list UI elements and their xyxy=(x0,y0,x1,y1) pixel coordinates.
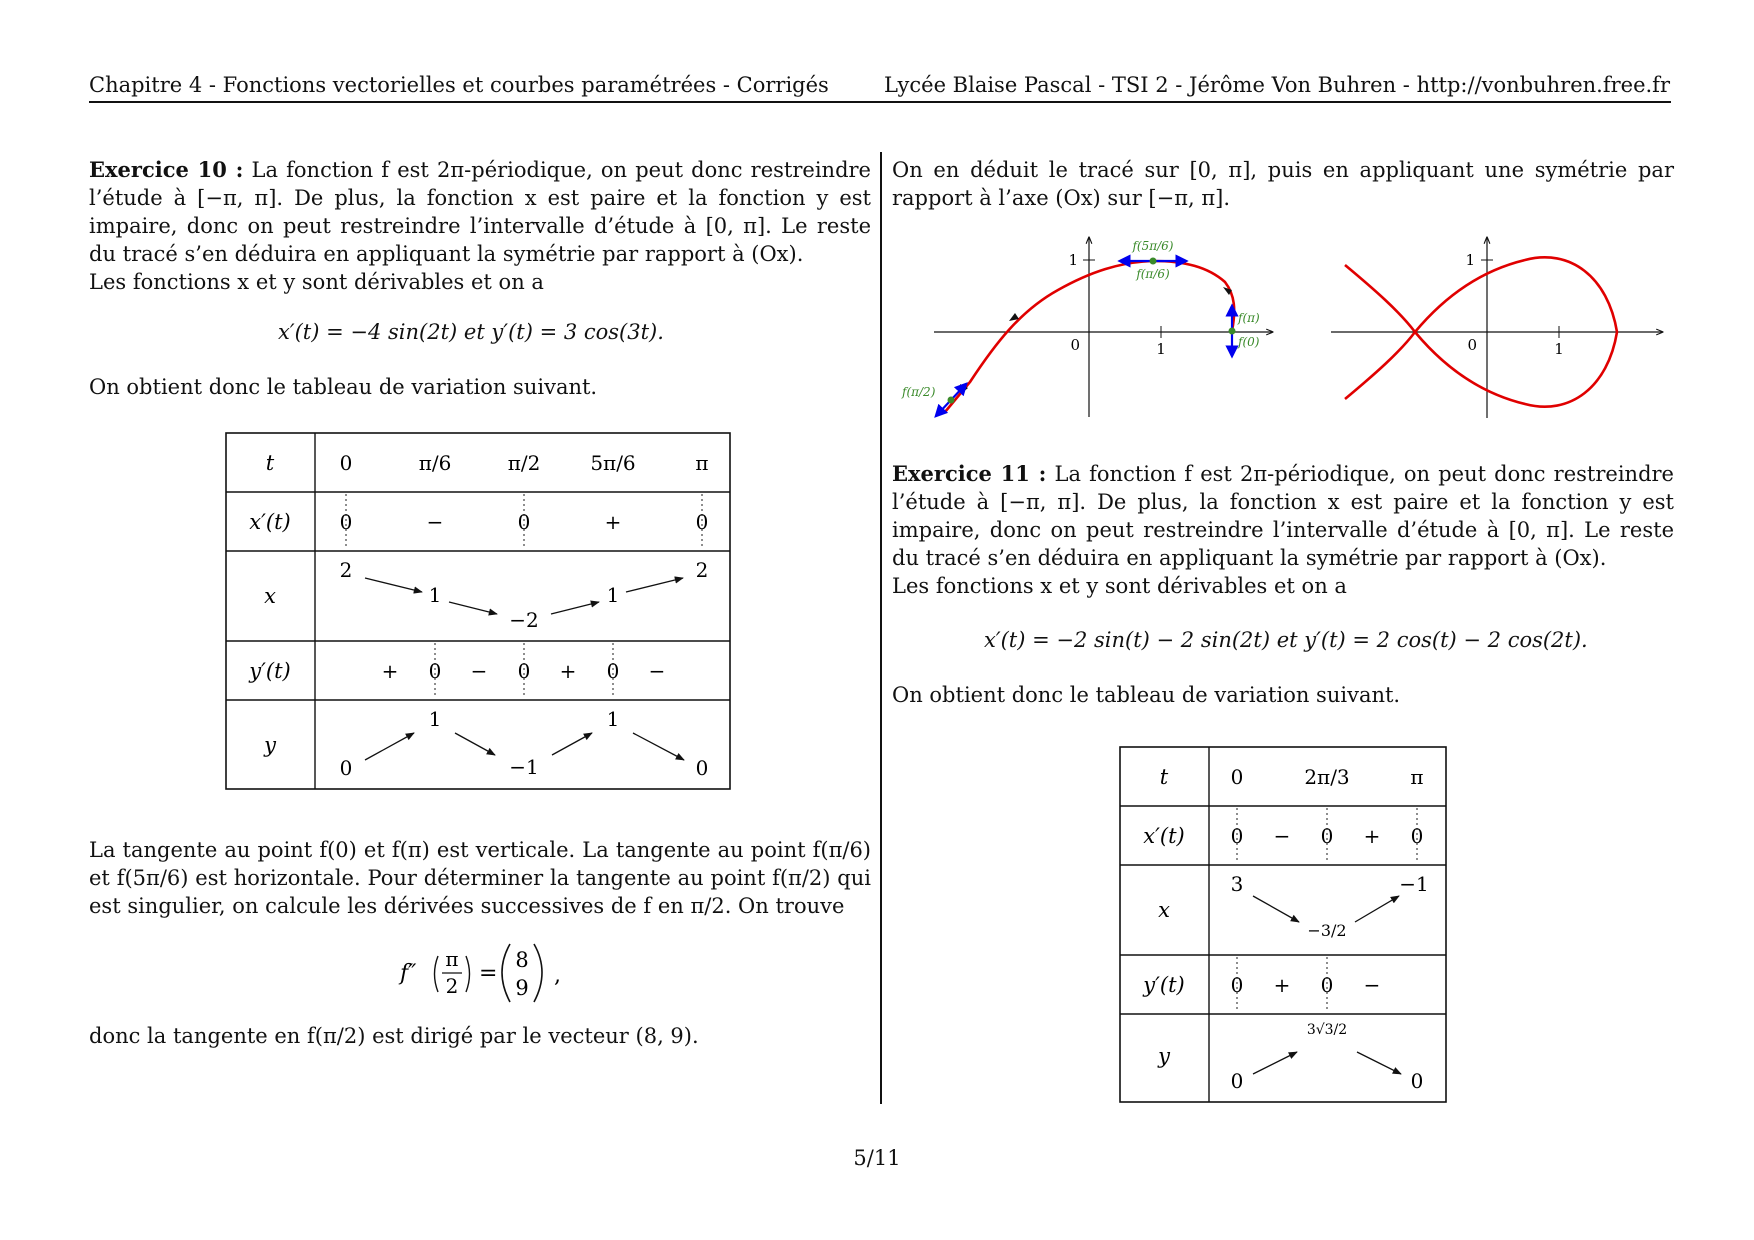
y-value: 1 xyxy=(606,707,620,731)
yprime-cell: + xyxy=(381,659,399,683)
y-value: 0 xyxy=(695,756,709,780)
tick-label: 1 xyxy=(1554,340,1564,358)
ex11-title: Exercice 11 : xyxy=(892,461,1047,486)
row-label-y: y xyxy=(1158,1044,1170,1068)
ex11-intro-text: La fonction f est 2π-périodique, on peut donc restreindre l’étude à [−π, π]. De plus, la fonction x est paire et la fonction y est impaire, donc on peut restreindre l’intervalle d’étude à [0, π]. Le reste du tracé s’en déduira en appliquant la symétrie par rapport à (Ox). xyxy=(892,462,1674,570)
x-value: −2 xyxy=(509,608,539,632)
y-value: 0 xyxy=(1230,1069,1244,1093)
xprime-cell: + xyxy=(1363,824,1381,848)
second-deriv-arg-num: π xyxy=(445,947,459,971)
comma: , xyxy=(554,963,561,988)
ex10-title: Exercice 10 : xyxy=(89,157,244,182)
xprime-cell: 0 xyxy=(1230,824,1244,848)
second-deriv-lhs: f″ xyxy=(400,961,417,986)
x-value: 1 xyxy=(606,583,620,607)
ex11-intro xyxy=(892,460,1674,572)
t-value: π/2 xyxy=(507,451,541,475)
ex11-deriv-line: Les fonctions x et y sont dérivables et on a xyxy=(892,574,1347,598)
ex10-table-intro: On obtient donc le tableau de variation suivant. xyxy=(89,375,598,399)
x-value: 2 xyxy=(695,558,709,582)
t-value: 2π/3 xyxy=(1304,765,1350,789)
ex10-tangent-text: La tangente au point f(0) et f(π) est verticale. La tangente au point f(π/6) et f(5π/6) est horizontale. Pour déterminer la tangente au point f(π/2) qui est singulier, on calcule les dérivées successives de f en π/2. On trouve xyxy=(89,838,871,918)
yprime-cell: 0 xyxy=(428,659,442,683)
yprime-cell: 0 xyxy=(1320,973,1334,997)
graph-curve-ex10 xyxy=(900,232,1280,432)
xprime-cell: 0 xyxy=(1320,824,1334,848)
ex11-table-intro: On obtient donc le tableau de variation suivant. xyxy=(892,683,1401,707)
yprime-cell: − xyxy=(470,659,488,683)
vector-component: 9 xyxy=(515,976,529,1000)
second-deriv-arg-den: 2 xyxy=(445,974,459,998)
vector-component: 8 xyxy=(515,948,529,972)
row-label-t: t xyxy=(1159,765,1169,789)
x-value: 1 xyxy=(428,583,442,607)
page-number: 5/11 xyxy=(853,1146,901,1170)
point-marker xyxy=(1150,258,1157,265)
t-value: 0 xyxy=(1230,765,1244,789)
xprime-cell: 0 xyxy=(695,510,709,534)
row-label-yprime: y′(t) xyxy=(249,659,291,683)
row-label-y: y xyxy=(264,733,276,757)
x-value: −3/2 xyxy=(1307,921,1347,940)
ex11-variation-table xyxy=(1119,746,1451,1106)
header-right: Lycée Blaise Pascal - TSI 2 - Jérôme Von Buhren - http://vonbuhren.free.fr xyxy=(883,73,1670,97)
row-label-x: x xyxy=(264,584,276,608)
t-value: π xyxy=(1410,765,1424,789)
point-label-fpi6: f(π/6) xyxy=(1136,267,1170,281)
ex11-equation: x′(t) = −2 sin(t) − 2 sin(2t) et y′(t) = 2 cos(t) − 2 cos(2t). xyxy=(984,628,1588,652)
y-value: 3√3/2 xyxy=(1306,1022,1348,1038)
xprime-cell: 0 xyxy=(1410,824,1424,848)
ex10-intro-text: La fonction f est 2π-périodique, on peut donc restreindre l’étude à [−π, π]. De plus, la fonction x est paire et la fonction y est impaire, donc on peut restreindre l’intervalle d’étude à [0, π]. Le reste du tracé s’en déduira en appliquant la symétrie par rapport à (Ox). xyxy=(89,158,871,266)
y-value: 0 xyxy=(1410,1069,1424,1093)
yprime-cell: − xyxy=(648,659,666,683)
x-value: 3 xyxy=(1230,872,1244,896)
header-left: Chapitre 4 - Fonctions vectorielles et courbes paramétrées - Corrigés xyxy=(89,73,829,97)
t-value: π xyxy=(695,451,709,475)
ex10-equation: x′(t) = −4 sin(2t) et y′(t) = 3 cos(3t). xyxy=(278,320,664,344)
point-label-f0: f(0) xyxy=(1238,335,1260,349)
t-value: 5π/6 xyxy=(590,451,636,475)
deduction-text: On en déduit le tracé sur [0, π], puis en appliquant une symétrie par rapport à l’axe (Ox) sur [−π, π]. xyxy=(892,158,1674,210)
origin-label: 0 xyxy=(1070,336,1080,354)
ex10-second-derivative xyxy=(398,940,568,1004)
ex10-conclusion: donc la tangente en f(π/2) est dirigé par le vecteur (8, 9). xyxy=(89,1024,699,1048)
table-border xyxy=(226,433,730,789)
t-value: 0 xyxy=(339,451,353,475)
row-label-t: t xyxy=(265,451,275,475)
y-value: 1 xyxy=(428,707,442,731)
header-rule xyxy=(89,101,1671,103)
yprime-cell: 0 xyxy=(1230,973,1244,997)
point-marker xyxy=(1229,328,1236,335)
yprime-cell: 0 xyxy=(606,659,620,683)
row-label-xprime: x′(t) xyxy=(1143,824,1185,848)
xprime-cell: − xyxy=(426,510,444,534)
graph-curve-ex11 xyxy=(1325,232,1670,432)
origin-label: 0 xyxy=(1467,336,1477,354)
xprime-cell: − xyxy=(1273,824,1291,848)
yprime-cell: + xyxy=(559,659,577,683)
tick-label: 1 xyxy=(1068,251,1078,269)
t-value: π/6 xyxy=(418,451,452,475)
point-marker xyxy=(948,397,955,404)
xprime-cell: 0 xyxy=(517,510,531,534)
xprime-cell: 0 xyxy=(339,510,353,534)
ex10-variation-table xyxy=(225,432,735,792)
ex10-intro xyxy=(89,156,871,268)
tick-label: 1 xyxy=(1156,340,1166,358)
row-label-xprime: x′(t) xyxy=(249,510,291,534)
yprime-cell: − xyxy=(1363,973,1381,997)
equals-sign: = xyxy=(479,961,498,986)
point-label-fpi2: f(π/2) xyxy=(902,385,936,399)
point-label-fpi: f(π) xyxy=(1238,311,1260,325)
column-divider xyxy=(880,152,882,1104)
point-label-f5pi6: f(5π/6) xyxy=(1132,239,1174,253)
xprime-cell: + xyxy=(604,510,622,534)
row-label-yprime: y′(t) xyxy=(1143,973,1185,997)
x-value: −1 xyxy=(1399,872,1429,896)
tick-label: 1 xyxy=(1465,251,1475,269)
yprime-cell: + xyxy=(1273,973,1291,997)
yprime-cell: 0 xyxy=(517,659,531,683)
row-label-x: x xyxy=(1158,898,1170,922)
y-value: −1 xyxy=(509,755,539,779)
ex10-deriv-line: Les fonctions x et y sont dérivables et on a xyxy=(89,270,544,294)
x-value: 2 xyxy=(339,558,353,582)
y-value: 0 xyxy=(339,756,353,780)
